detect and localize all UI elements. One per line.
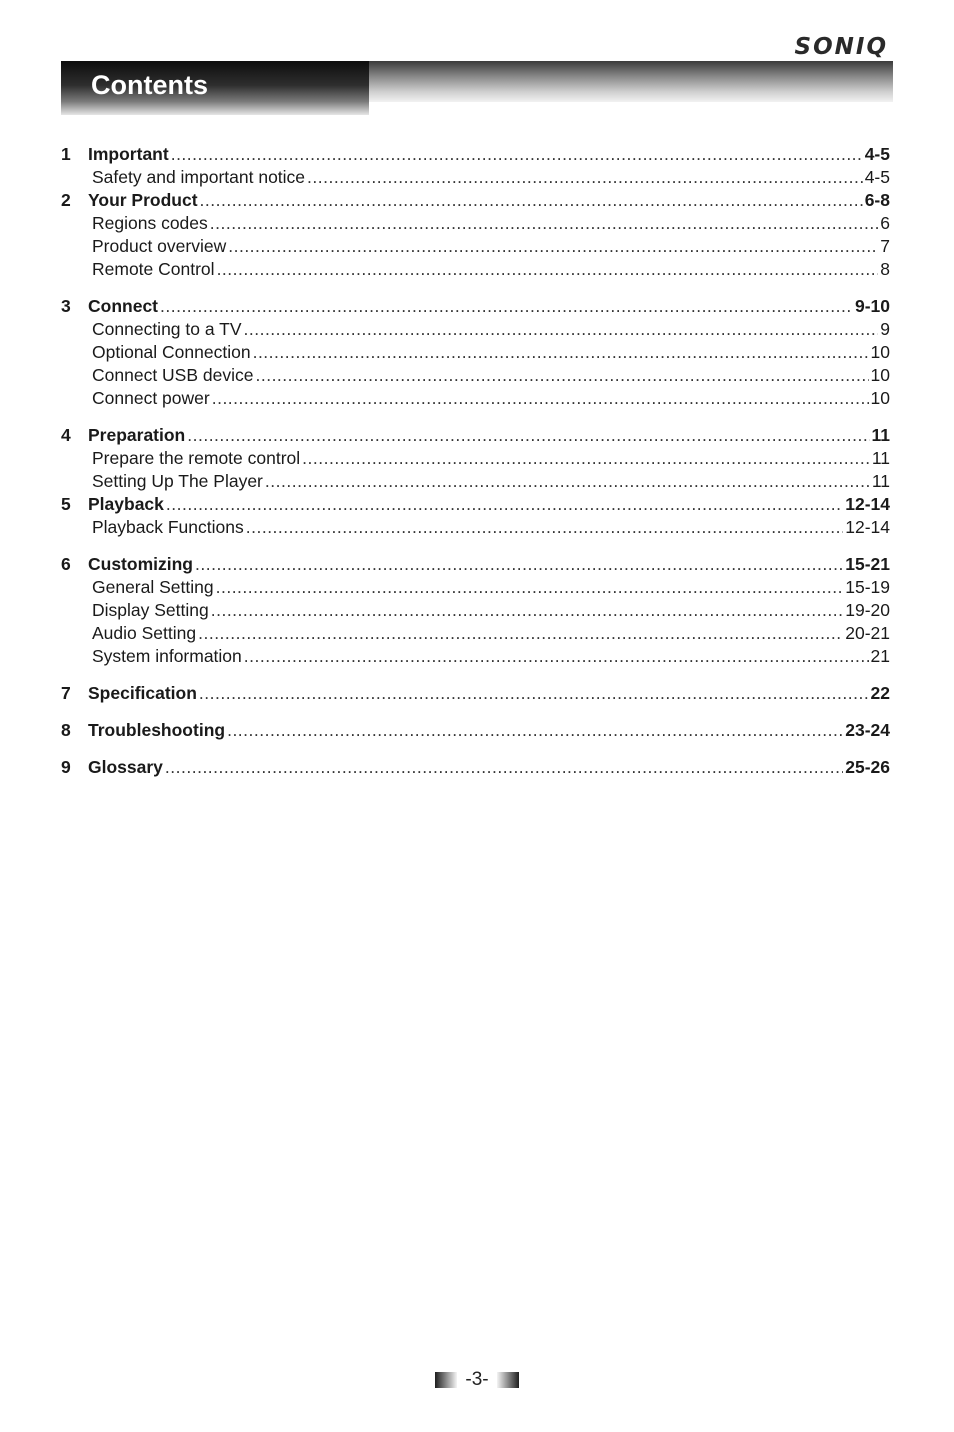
toc-label: Setting Up The Player	[92, 471, 263, 491]
toc-leader	[216, 576, 844, 599]
toc-page: 20-21	[845, 623, 890, 643]
toc-leader	[165, 756, 843, 779]
toc-chapter-row[interactable]	[61, 295, 890, 318]
toc-leader	[200, 189, 863, 212]
toc-page: 21	[870, 646, 890, 666]
toc-page: 11	[871, 448, 890, 468]
toc-leader	[244, 318, 879, 341]
toc-chapter-row[interactable]	[61, 493, 890, 516]
toc-leader	[187, 424, 869, 447]
toc-label: Prepare the remote control	[92, 448, 301, 468]
toc-leader	[211, 599, 844, 622]
toc-section-row[interactable]	[61, 166, 890, 189]
toc-page: 11	[871, 471, 890, 491]
page-footer	[0, 1368, 954, 1392]
toc-leader	[166, 493, 843, 516]
table-of-contents	[61, 143, 890, 779]
toc-label: Important	[88, 144, 169, 164]
toc-label: Glossary	[88, 757, 163, 777]
toc-leader	[217, 258, 879, 281]
toc-leader	[195, 553, 843, 576]
toc-chapter-row[interactable]	[61, 682, 890, 705]
toc-page: 4-5	[864, 167, 890, 187]
toc-leader	[265, 470, 870, 493]
footer-gradient-right	[497, 1372, 519, 1388]
toc-label: Troubleshooting	[88, 720, 226, 740]
toc-label: General Setting	[92, 577, 214, 597]
toc-chapter-row[interactable]	[61, 424, 890, 447]
toc-section-row[interactable]	[61, 387, 890, 410]
toc-number: 5	[61, 494, 71, 514]
toc-leader	[302, 447, 870, 470]
toc-leader	[210, 212, 878, 235]
toc-page: 10	[870, 388, 890, 408]
toc-page: 23-24	[845, 720, 890, 740]
toc-leader	[246, 516, 843, 539]
toc-number: 3	[61, 296, 71, 316]
toc-page: 12-14	[845, 517, 890, 537]
toc-section-row[interactable]	[61, 447, 890, 470]
toc-page: 6-8	[864, 190, 890, 210]
toc-page: 7	[880, 236, 890, 256]
toc-leader	[160, 295, 853, 318]
toc-section-row[interactable]	[61, 341, 890, 364]
toc-section-row[interactable]	[61, 318, 890, 341]
toc-page: 6	[880, 213, 890, 233]
toc-number: 7	[61, 683, 71, 703]
toc-leader	[171, 143, 863, 166]
toc-page: 10	[870, 342, 890, 362]
toc-chapter-row[interactable]	[61, 189, 890, 212]
toc-leader	[228, 235, 878, 258]
toc-number: 8	[61, 720, 71, 740]
toc-label: Safety and important notice	[92, 167, 306, 187]
toc-section-row[interactable]	[61, 645, 890, 668]
toc-section-row[interactable]	[61, 235, 890, 258]
toc-section-row[interactable]	[61, 364, 890, 387]
toc-number: 2	[61, 190, 71, 210]
toc-section-row[interactable]	[61, 599, 890, 622]
toc-label: Regions codes	[92, 213, 208, 233]
toc-label: Connecting to a TV	[92, 319, 242, 339]
toc-label: System information	[92, 646, 242, 666]
toc-page: 25-26	[845, 757, 890, 777]
toc-label: Preparation	[88, 425, 186, 445]
page-number: -3-	[465, 1369, 489, 1390]
toc-page: 15-19	[845, 577, 890, 597]
toc-label: Display Setting	[92, 600, 209, 620]
toc-chapter-row[interactable]	[61, 143, 890, 166]
toc-leader	[255, 364, 868, 387]
toc-page: 11	[871, 425, 890, 445]
toc-number: 1	[61, 144, 71, 164]
toc-number: 6	[61, 554, 71, 574]
toc-chapter-row[interactable]	[61, 719, 890, 742]
footer-gradient-left	[435, 1372, 457, 1388]
toc-label: Playback Functions	[92, 517, 244, 537]
soniq-logo: SONIQ	[794, 34, 888, 60]
toc-label: Your Product	[88, 190, 198, 210]
toc-section-row[interactable]	[61, 576, 890, 599]
toc-section-row[interactable]	[61, 470, 890, 493]
toc-section-row[interactable]	[61, 622, 890, 645]
toc-page: 12-14	[845, 494, 890, 514]
toc-page: 22	[870, 683, 890, 703]
toc-label: Product overview	[92, 236, 227, 256]
toc-label: Audio Setting	[92, 623, 197, 643]
toc-leader	[244, 645, 869, 668]
toc-leader	[253, 341, 869, 364]
toc-label: Optional Connection	[92, 342, 251, 362]
toc-section-row[interactable]	[61, 258, 890, 281]
toc-leader	[227, 719, 843, 742]
toc-page: 10	[870, 365, 890, 385]
toc-label: Remote Control	[92, 259, 215, 279]
toc-label: Specification	[88, 683, 197, 703]
toc-page: 9	[880, 319, 890, 339]
toc-leader	[307, 166, 863, 189]
toc-leader	[199, 682, 869, 705]
toc-label: Connect power	[92, 388, 210, 408]
toc-number: 9	[61, 757, 71, 777]
toc-section-row[interactable]	[61, 212, 890, 235]
toc-label: Playback	[88, 494, 164, 514]
toc-page: 8	[880, 259, 890, 279]
toc-page: 19-20	[845, 600, 890, 620]
toc-section-row[interactable]	[61, 516, 890, 539]
page-title: Contents	[91, 70, 208, 100]
toc-label: Customizing	[88, 554, 193, 574]
toc-number: 4	[61, 425, 71, 445]
toc-leader	[212, 387, 869, 410]
toc-chapter-row[interactable]	[61, 553, 890, 576]
toc-page: 15-21	[845, 554, 890, 574]
toc-chapter-row[interactable]	[61, 756, 890, 779]
toc-page: 9-10	[854, 296, 890, 316]
toc-label: Connect	[88, 296, 158, 316]
toc-leader	[198, 622, 843, 645]
toc-page: 4-5	[864, 144, 890, 164]
toc-label: Connect USB device	[92, 365, 254, 385]
